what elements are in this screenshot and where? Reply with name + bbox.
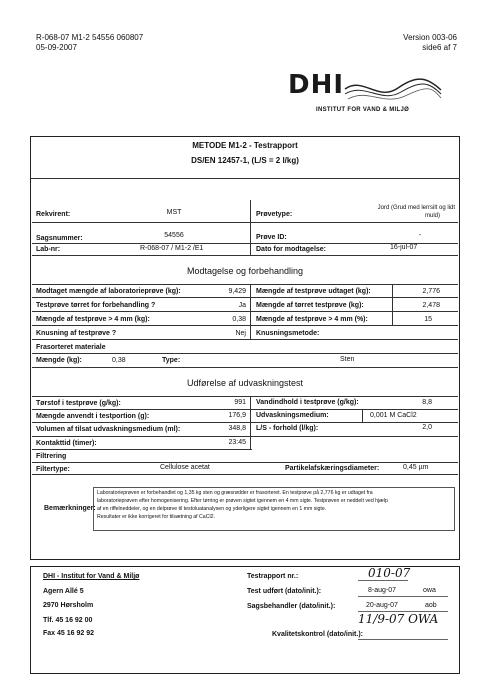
divider	[32, 325, 458, 326]
testprove-udtaget-label: Mængde af testprøve udtaget (kg):	[256, 288, 371, 295]
test-udfort-date: 8-aug-07	[368, 587, 397, 594]
divider	[32, 474, 458, 475]
vandindhold-label: Vandindhold i testprøve (g/kg):	[256, 399, 359, 406]
prove-id-value: -	[418, 232, 422, 239]
torstof-value: 991	[234, 399, 246, 406]
ls-forhold-value: 2,0	[422, 424, 432, 431]
testprove-torret-label: Testprøve tørret for forbehandling ?	[36, 302, 156, 309]
test-udfort-label: Test udført (dato/init.):	[247, 588, 322, 595]
org-address-line1: Agern Allé 5	[43, 588, 84, 595]
sagsnummer-value: 54556	[164, 232, 184, 239]
torret-testprove-label: Mængde af tørret testprøve (kg):	[256, 302, 364, 309]
dato-modtagelse-label: Dato for modtagelse:	[256, 246, 327, 253]
rekvirent-label: Rekvirent:	[36, 211, 71, 218]
partikel-value: 0,45 µm	[403, 464, 429, 471]
divider	[392, 284, 393, 325]
modtaget-maengde-label: Modtaget mængde af laboratorieprøve (kg):	[36, 288, 181, 295]
divider	[32, 284, 458, 285]
kontakttid-value: 23:45	[228, 439, 246, 446]
report-reference: R-068-07 M1-2 54556 060807	[36, 33, 144, 42]
testrapport-label: Testrapport nr.:	[247, 573, 299, 580]
divider	[250, 200, 251, 255]
divider	[32, 311, 458, 312]
divider	[32, 339, 458, 340]
torstof-label: Tørstof i testprøve (g/kg):	[36, 400, 121, 407]
org-fax: Fax 45 16 92 92	[43, 630, 94, 637]
provetype-value-line1: Jord (Grud med lerrsilt og lidt	[377, 205, 455, 211]
provetype-label: Prøvetype:	[256, 211, 293, 218]
org-name: DHI - Institut for Vand & Miljø	[43, 573, 140, 580]
maengde-testportion-label: Mængde anvendt i testportion (g):	[36, 413, 150, 420]
volumen-value: 348,8	[228, 425, 246, 432]
divider	[32, 255, 458, 256]
kvalitetskontrol-label: Kvalitetskontrol (dato/init.):	[272, 631, 363, 638]
filtertype-label: Filtertype:	[36, 466, 70, 473]
vandindhold-value: 8,8	[422, 399, 432, 406]
section-title-modtagelse: Modtagelse og forbehandling	[186, 266, 304, 276]
maengde-testportion-value: 176,9	[228, 412, 246, 419]
sagsbehandler-label: Sagsbehandler (dato/init.):	[247, 603, 336, 610]
sagsbehandler-init: aob	[425, 602, 437, 609]
remarks-line: af en riffelneddeler, og en delprøve til testoluatanalysen og yderligere sigtet igennem en 1 mm sigte.	[97, 506, 327, 512]
test-udfort-init: owa	[423, 587, 436, 594]
divider	[32, 422, 458, 423]
udvaskningsmedium-value: 0,001 M CaCl2	[370, 412, 417, 419]
modtaget-maengde-value: 9,429	[228, 288, 246, 295]
volumen-label: Volumen af tilsat udvaskningsmedium (ml):	[36, 426, 181, 433]
testprove-4mm-kg-value: 0,38	[232, 316, 246, 323]
divider	[358, 580, 408, 581]
divider	[32, 449, 252, 450]
divider	[250, 396, 251, 449]
testprove-torret-value: Ja	[238, 302, 246, 309]
knusning-label: Knusning af testprøve ?	[36, 330, 117, 337]
org-phone: Tlf. 45 16 92 00	[43, 617, 93, 624]
type-value: Sten	[340, 356, 355, 363]
divider	[32, 222, 458, 223]
logo-wordmark: DHI	[288, 70, 345, 100]
divider	[32, 367, 458, 368]
logo-subtitle: INSTITUT FOR VAND & MILJØ	[316, 107, 410, 113]
report-standard: DS/EN 12457-1, (L/S = 2 l/kg)	[191, 156, 299, 165]
divider	[32, 436, 458, 437]
udvaskningsmedium-label: Udvaskningsmedium:	[256, 412, 329, 419]
divider	[358, 596, 448, 597]
divider	[250, 284, 251, 339]
remarks-text	[97, 489, 453, 521]
divider	[32, 297, 458, 298]
provetype-value-line2: muld)	[424, 213, 440, 219]
filtrering-label: Filtrering	[36, 453, 67, 460]
page-number: side6 af 7	[422, 43, 457, 52]
kvalitet-signature: 11/9-07 OWA	[358, 612, 439, 626]
ls-forhold-label: L/S - forhold (l/kg):	[256, 425, 319, 432]
divider	[362, 409, 363, 422]
divider	[30, 178, 460, 179]
knusningsmetode-label: Knusningsmetode:	[256, 330, 320, 337]
testprove-4mm-pct-value: 15	[424, 316, 432, 323]
section-title-udvaskning: Udførelse af udvaskningstest	[186, 378, 304, 388]
testrapport-value: 010-07	[368, 566, 411, 580]
frasorteret-label: Frasorteret materiale	[36, 344, 106, 351]
dato-modtagelse-value: 16-jul-07	[390, 244, 418, 251]
divider	[32, 353, 458, 354]
remarks-line: laboratorieprøven efter homogenisering. Efter tørring er prøven sigtet igennem en 4 mm sigte. Testprøven er neddelt ved hjælp	[97, 498, 388, 504]
prove-id-label: Prøve ID:	[256, 234, 287, 241]
sagsnummer-label: Sagsnummer:	[36, 235, 83, 242]
divider	[32, 462, 458, 463]
org-address-line2: 2970 Hørsholm	[43, 602, 94, 609]
sagsbehandler-date: 20-aug-07	[366, 602, 398, 609]
testprove-4mm-pct-label: Mængde af testprøve > 4 mm (%):	[256, 316, 368, 323]
kontakttid-label: Kontakttid (timer):	[36, 440, 97, 447]
divider	[32, 396, 458, 397]
remarks-line: Laboratorieprøven er forbehandlet og 1,35 kg sten og græsrødder er frasorteret. En testprøve på 2,776 kg er udtaget fra	[97, 490, 373, 496]
remarks-line: Resultater er ikke korrigeret for tilsætning af CaCl2.	[97, 514, 215, 520]
version-label: Version 003-06	[403, 33, 457, 42]
dhi-logo	[288, 70, 448, 120]
rekvirent-value: MST	[166, 209, 182, 216]
testprove-4mm-kg-label: Mængde af testprøve > 4 mm (kg):	[36, 316, 150, 323]
maengde-value: 0,38	[112, 357, 126, 364]
maengde-label: Mængde (kg):	[36, 357, 82, 364]
type-label: Type:	[162, 357, 181, 364]
knusning-value: Nej	[235, 330, 246, 337]
report-title: METODE M1-2 - Testrapport	[192, 141, 298, 150]
remarks-label: Bemærkninger:	[44, 505, 96, 512]
wave-icon	[343, 74, 443, 104]
partikel-label: Partikelafskæringsdiameter:	[285, 465, 380, 472]
report-date: 05-09-2007	[36, 43, 77, 52]
lab-nr-label: Lab-nr:	[36, 246, 61, 253]
testprove-udtaget-value: 2,776	[422, 288, 440, 295]
lab-nr-value: R-068-07 / M1-2 /E1	[140, 245, 204, 252]
torret-testprove-value: 2,478	[422, 302, 440, 309]
divider	[358, 639, 448, 640]
divider	[32, 409, 458, 410]
filtertype-value: Cellulose acetat	[160, 464, 210, 471]
